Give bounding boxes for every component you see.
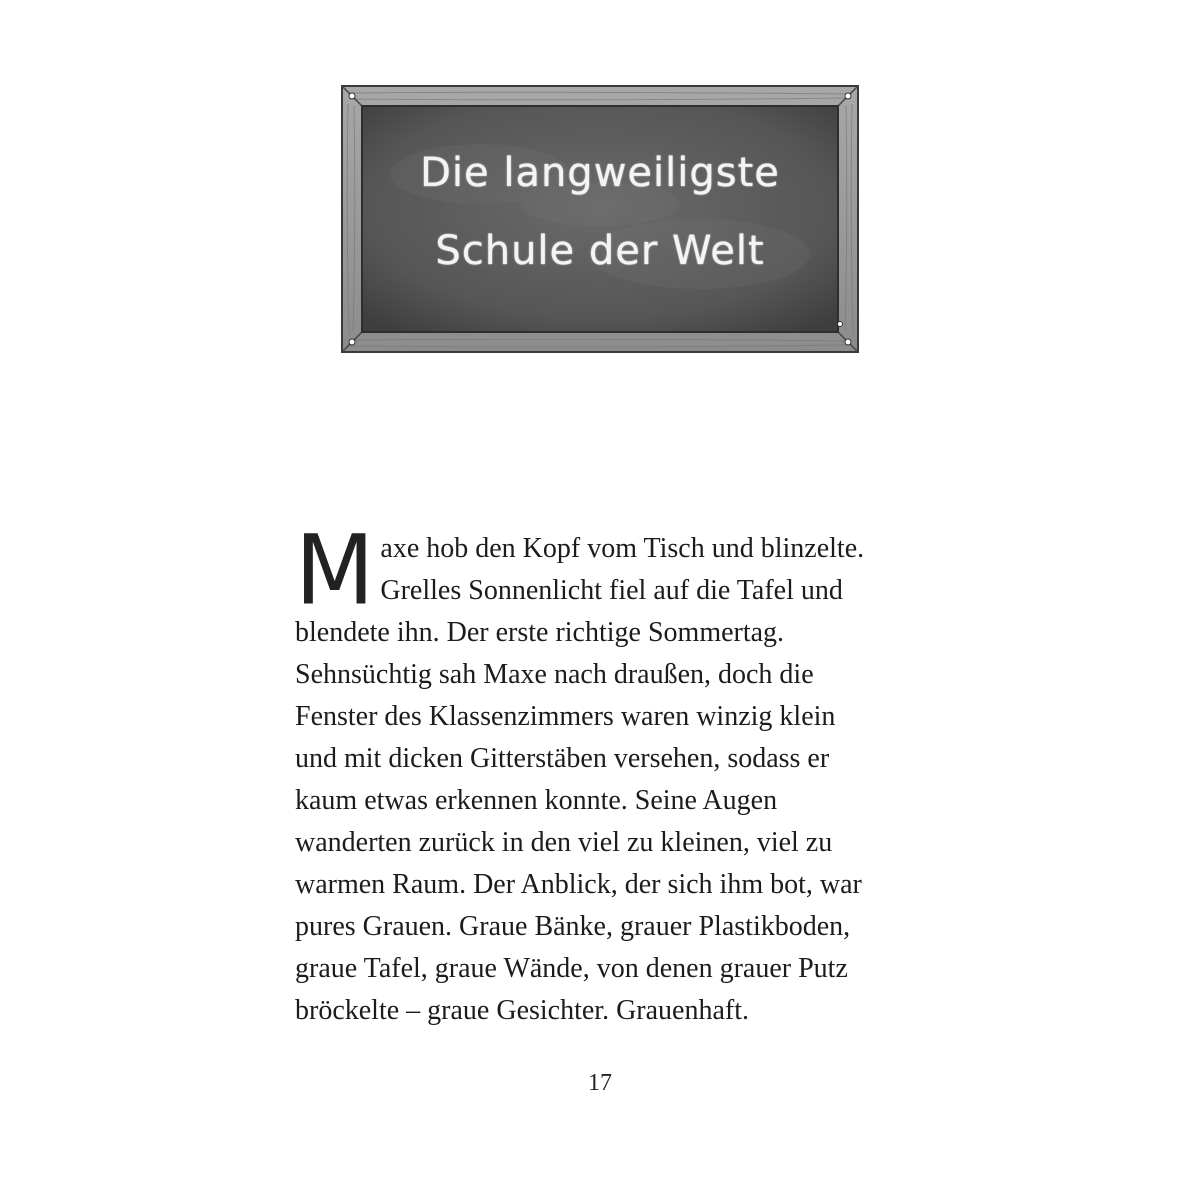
text-line: warmen Raum. Der Anblick, der sich ihm bot, war [295,869,862,900]
text-line: pures Grauen. Graue Bänke, grauer Plastikboden, [295,911,851,942]
nail-icon [845,93,851,99]
nail-icon [349,93,355,99]
text-line: bröckelte – graue Gesichter. Grauenhaft. [295,995,750,1026]
nail-icon [838,322,843,327]
text-line: Fenster des Klassenzimmers waren winzig klein [295,701,836,732]
page-number: 17 [588,1070,612,1096]
text-line: kaum etwas erkennen konnte. Seine Augen [295,785,778,816]
text-line: blendete ihn. Der erste richtige Sommertag. [295,617,785,648]
chalkboard-illustration [340,84,860,354]
chapter-title-line-2: Schule der Welt [435,228,765,274]
nail-icon [349,339,355,345]
chapter-title [368,134,832,290]
text-line: graue Tafel, graue Wände, von denen grauer Putz [295,953,848,984]
text-line: Sehnsüchtig sah Maxe nach draußen, doch die [295,659,814,690]
nail-icon [845,339,851,345]
text-line: Grelles Sonnenlicht fiel auf die Tafel und [380,575,843,606]
text-line: und mit dicken Gitterstäben versehen, sodass er [295,743,830,774]
text-line: axe hob den Kopf vom Tisch und blinzelte. [380,533,865,564]
drop-cap: M [295,514,375,627]
chapter-body-text [295,514,915,1032]
chapter-title-line-1: Die langweiligste [420,150,780,196]
text-line: wanderten zurück in den viel zu kleinen, viel zu [295,827,833,858]
